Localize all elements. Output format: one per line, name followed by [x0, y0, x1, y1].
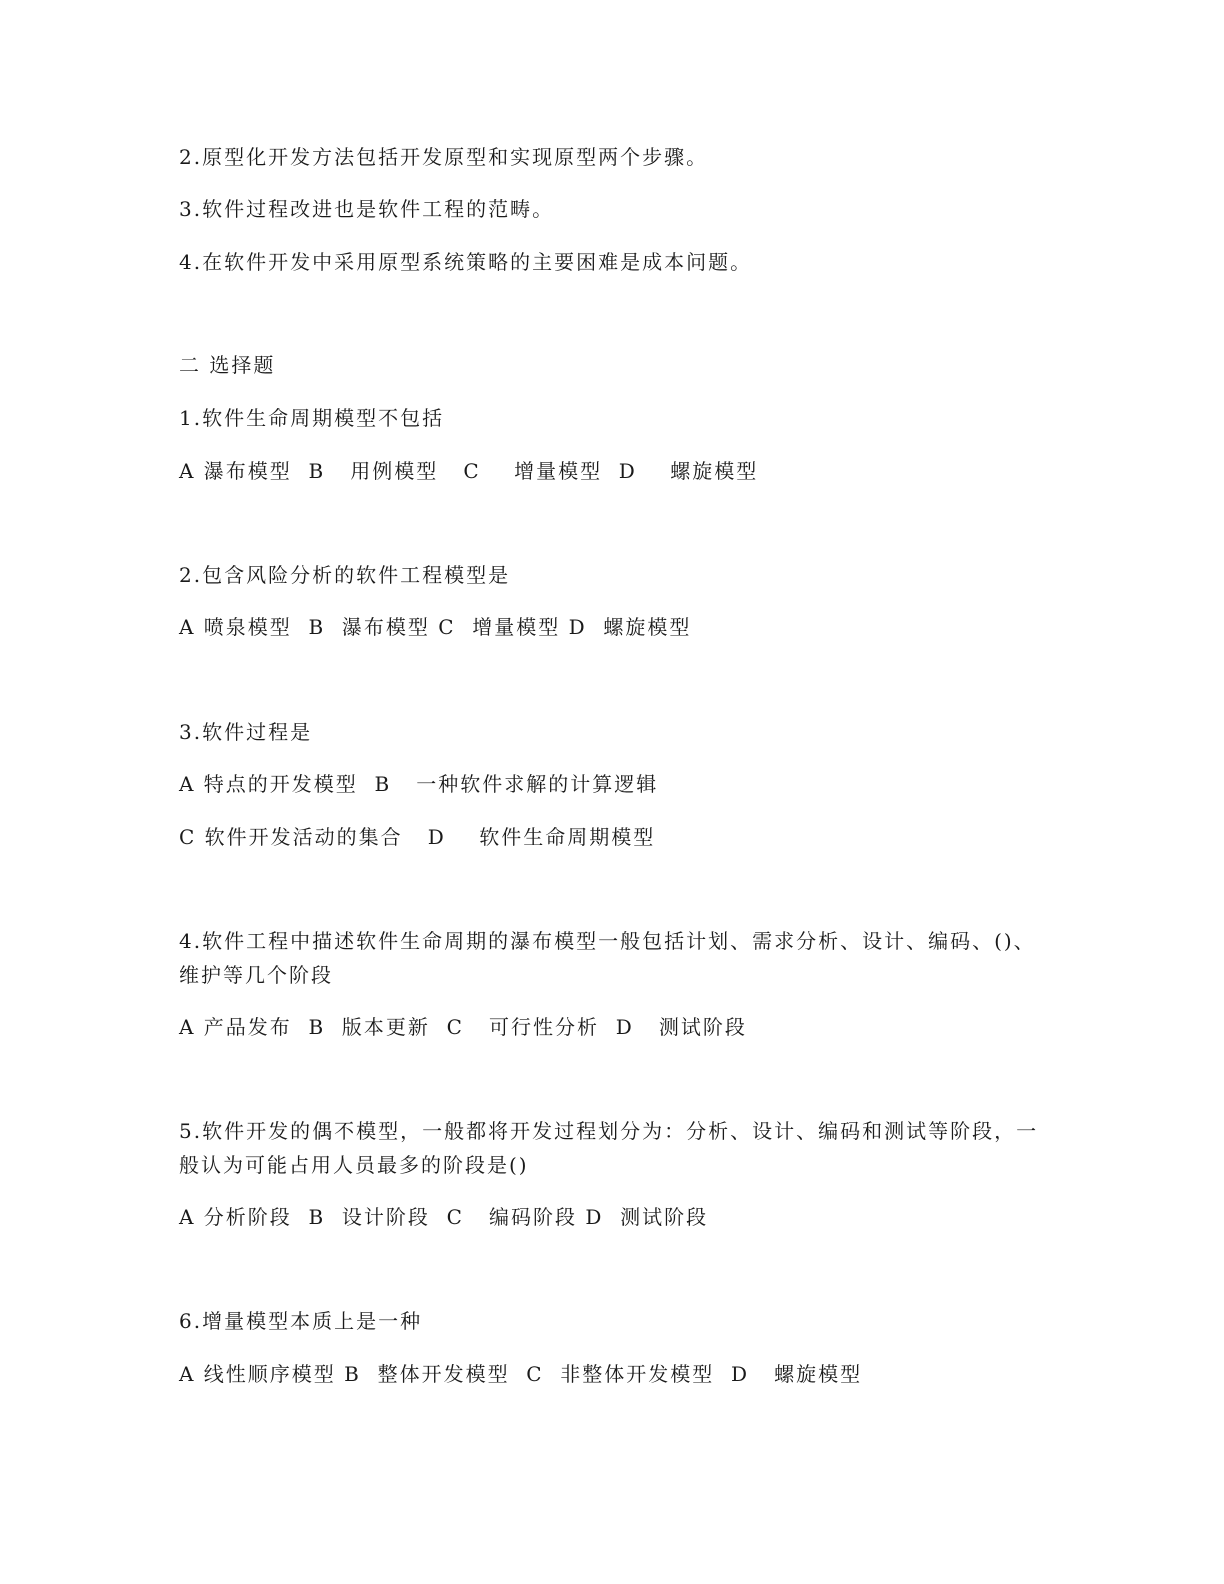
question-options: A 喷泉模型 B 瀑布模型 C 增量模型 D 螺旋模型 — [179, 615, 692, 639]
judgement-item: 2.原型化开发方法包括开发原型和实现原型两个步骤。 — [179, 145, 709, 169]
judgement-item: 4.在软件开发中采用原型系统策略的主要困难是成本问题。 — [179, 250, 753, 274]
question-stem: 6.增量模型本质上是一种 — [179, 1309, 423, 1333]
question-options: A 线性顺序模型 B 整体开发模型 C 非整体开发模型 D 螺旋模型 — [179, 1362, 863, 1386]
question-stem: 3.软件过程是 — [179, 720, 313, 744]
question-options: A 分析阶段 B 设计阶段 C 编码阶段 D 测试阶段 — [179, 1205, 709, 1229]
question-stem: 维护等几个阶段 — [179, 963, 333, 987]
section-heading: 二 选择题 — [179, 353, 276, 377]
judgement-item: 3.软件过程改进也是软件工程的范畴。 — [179, 197, 555, 221]
question-options: A 瀑布模型 B 用例模型 C 增量模型 D 螺旋模型 — [179, 459, 759, 483]
question-options: A 产品发布 B 版本更新 C 可行性分析 D 测试阶段 — [179, 1015, 747, 1039]
question-stem: 4.软件工程中描述软件生命周期的瀑布模型一般包括计划、需求分析、设计、编码、()、 — [179, 929, 1036, 953]
question-stem: 2.包含风险分析的软件工程模型是 — [179, 563, 511, 587]
question-options: C 软件开发活动的集合 D 软件生命周期模型 — [179, 825, 656, 849]
question-stem: 5.软件开发的偶不模型，一般都将开发过程划分为：分析、设计、编码和测试等阶段，一 — [179, 1119, 1039, 1143]
question-stem: 般认为可能占用人员最多的阶段是() — [179, 1153, 529, 1177]
question-options: A 特点的开发模型 B 一种软件求解的计算逻辑 — [179, 772, 659, 796]
question-stem: 1.软件生命周期模型不包括 — [179, 406, 445, 430]
